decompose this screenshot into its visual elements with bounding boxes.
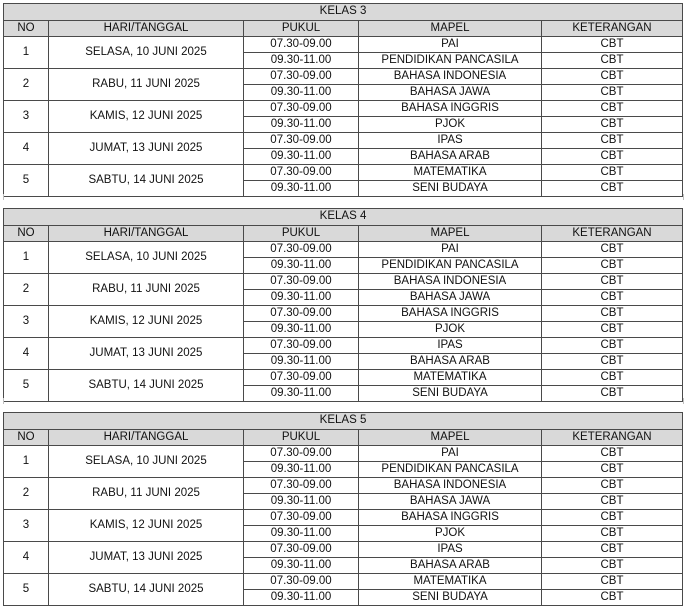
session-time: 09.30-11.00 bbox=[244, 462, 359, 478]
column-header-no: NO bbox=[4, 21, 49, 37]
day-date: KAMIS, 12 JUNI 2025 bbox=[49, 101, 244, 133]
session-subject: BAHASA INGGRIS bbox=[359, 510, 542, 526]
session-note: CBT bbox=[542, 386, 683, 402]
session-subject: MATEMATIKA bbox=[359, 165, 542, 181]
day-date: SELASA, 10 JUNI 2025 bbox=[49, 242, 244, 274]
table-row bbox=[4, 478, 683, 494]
session-note: CBT bbox=[542, 462, 683, 478]
table-row bbox=[4, 101, 683, 117]
session-note: CBT bbox=[542, 354, 683, 370]
session-note: CBT bbox=[542, 290, 683, 306]
session-subject: BAHASA ARAB bbox=[359, 149, 542, 165]
day-number: 4 bbox=[4, 338, 49, 370]
session-note: CBT bbox=[542, 149, 683, 165]
session-time: 07.30-09.00 bbox=[244, 574, 359, 590]
session-time: 09.30-11.00 bbox=[244, 85, 359, 101]
session-time: 09.30-11.00 bbox=[244, 354, 359, 370]
class-title: KELAS 3 bbox=[4, 4, 683, 21]
table-row bbox=[4, 542, 683, 558]
session-note: CBT bbox=[542, 274, 683, 290]
table-title-row bbox=[4, 413, 683, 430]
column-header-day: HARI/TANGGAL bbox=[49, 430, 244, 446]
table-row bbox=[4, 274, 683, 290]
day-date: SELASA, 10 JUNI 2025 bbox=[49, 37, 244, 69]
day-number: 3 bbox=[4, 101, 49, 133]
table-row bbox=[4, 242, 683, 258]
table-row bbox=[4, 133, 683, 149]
day-number: 5 bbox=[4, 574, 49, 606]
session-time: 09.30-11.00 bbox=[244, 494, 359, 510]
day-number: 3 bbox=[4, 510, 49, 542]
session-time: 09.30-11.00 bbox=[244, 386, 359, 402]
table-row bbox=[4, 446, 683, 462]
column-header-subject: MAPEL bbox=[359, 430, 542, 446]
session-note: CBT bbox=[542, 322, 683, 338]
session-time: 07.30-09.00 bbox=[244, 510, 359, 526]
column-header-note: KETERANGAN bbox=[542, 226, 683, 242]
class-title: KELAS 4 bbox=[4, 209, 683, 226]
session-note: CBT bbox=[542, 338, 683, 354]
session-subject: PAI bbox=[359, 242, 542, 258]
session-note: CBT bbox=[542, 165, 683, 181]
session-subject: BAHASA JAWA bbox=[359, 494, 542, 510]
session-subject: SENI BUDAYA bbox=[359, 590, 542, 606]
column-header-time: PUKUL bbox=[244, 226, 359, 242]
table-row bbox=[4, 37, 683, 53]
session-note: CBT bbox=[542, 590, 683, 606]
day-number: 2 bbox=[4, 274, 49, 306]
column-header-no: NO bbox=[4, 226, 49, 242]
session-time: 07.30-09.00 bbox=[244, 37, 359, 53]
day-date: RABU, 11 JUNI 2025 bbox=[49, 478, 244, 510]
schedule-table bbox=[3, 208, 683, 402]
table-row bbox=[4, 370, 683, 386]
session-subject: MATEMATIKA bbox=[359, 370, 542, 386]
session-note: CBT bbox=[542, 526, 683, 542]
session-time: 07.30-09.00 bbox=[244, 478, 359, 494]
session-subject: BAHASA INDONESIA bbox=[359, 478, 542, 494]
day-number: 1 bbox=[4, 242, 49, 274]
session-time: 07.30-09.00 bbox=[244, 165, 359, 181]
session-subject: BAHASA INGGRIS bbox=[359, 306, 542, 322]
column-header-note: KETERANGAN bbox=[542, 430, 683, 446]
session-note: CBT bbox=[542, 53, 683, 69]
table-row bbox=[4, 69, 683, 85]
table-spacer bbox=[3, 398, 684, 404]
day-number: 4 bbox=[4, 542, 49, 574]
session-time: 07.30-09.00 bbox=[244, 242, 359, 258]
session-subject: BAHASA ARAB bbox=[359, 354, 542, 370]
session-note: CBT bbox=[542, 69, 683, 85]
table-title-row bbox=[4, 4, 683, 21]
day-number: 1 bbox=[4, 37, 49, 69]
day-date: JUMAT, 13 JUNI 2025 bbox=[49, 542, 244, 574]
column-header-time: PUKUL bbox=[244, 430, 359, 446]
schedule-table bbox=[3, 3, 683, 197]
schedule-table bbox=[3, 412, 683, 606]
day-date: KAMIS, 12 JUNI 2025 bbox=[49, 510, 244, 542]
session-subject: IPAS bbox=[359, 133, 542, 149]
session-time: 07.30-09.00 bbox=[244, 338, 359, 354]
session-time: 09.30-11.00 bbox=[244, 526, 359, 542]
session-subject: BAHASA JAWA bbox=[359, 85, 542, 101]
session-time: 09.30-11.00 bbox=[244, 117, 359, 133]
day-number: 5 bbox=[4, 165, 49, 197]
column-header-subject: MAPEL bbox=[359, 226, 542, 242]
column-header-no: NO bbox=[4, 430, 49, 446]
session-note: CBT bbox=[542, 37, 683, 53]
class-title: KELAS 5 bbox=[4, 413, 683, 430]
day-date: SELASA, 10 JUNI 2025 bbox=[49, 446, 244, 478]
column-header-note: KETERANGAN bbox=[542, 21, 683, 37]
session-subject: BAHASA INGGRIS bbox=[359, 101, 542, 117]
session-subject: PJOK bbox=[359, 526, 542, 542]
session-time: 09.30-11.00 bbox=[244, 322, 359, 338]
session-subject: BAHASA INDONESIA bbox=[359, 69, 542, 85]
session-time: 09.30-11.00 bbox=[244, 258, 359, 274]
header-row bbox=[4, 21, 683, 37]
table-spacer bbox=[3, 194, 684, 200]
session-subject: PENDIDIKAN PANCASILA bbox=[359, 462, 542, 478]
session-subject: PAI bbox=[359, 446, 542, 462]
session-time: 09.30-11.00 bbox=[244, 149, 359, 165]
session-subject: PJOK bbox=[359, 322, 542, 338]
table-title-row bbox=[4, 209, 683, 226]
day-date: KAMIS, 12 JUNI 2025 bbox=[49, 306, 244, 338]
table-row bbox=[4, 510, 683, 526]
day-date: SABTU, 14 JUNI 2025 bbox=[49, 165, 244, 197]
session-subject: PJOK bbox=[359, 117, 542, 133]
session-note: CBT bbox=[542, 181, 683, 197]
session-subject: IPAS bbox=[359, 338, 542, 354]
day-number: 2 bbox=[4, 478, 49, 510]
table-row bbox=[4, 306, 683, 322]
day-number: 1 bbox=[4, 446, 49, 478]
session-note: CBT bbox=[542, 370, 683, 386]
session-note: CBT bbox=[542, 542, 683, 558]
day-date: SABTU, 14 JUNI 2025 bbox=[49, 574, 244, 606]
session-note: CBT bbox=[542, 574, 683, 590]
class-schedule-block bbox=[3, 208, 682, 402]
session-time: 09.30-11.00 bbox=[244, 290, 359, 306]
day-number: 2 bbox=[4, 69, 49, 101]
session-note: CBT bbox=[542, 101, 683, 117]
session-note: CBT bbox=[542, 85, 683, 101]
session-subject: BAHASA JAWA bbox=[359, 290, 542, 306]
session-time: 07.30-09.00 bbox=[244, 370, 359, 386]
header-row bbox=[4, 226, 683, 242]
session-note: CBT bbox=[542, 446, 683, 462]
session-note: CBT bbox=[542, 510, 683, 526]
day-date: RABU, 11 JUNI 2025 bbox=[49, 69, 244, 101]
column-header-day: HARI/TANGGAL bbox=[49, 21, 244, 37]
session-note: CBT bbox=[542, 242, 683, 258]
column-header-time: PUKUL bbox=[244, 21, 359, 37]
column-header-day: HARI/TANGGAL bbox=[49, 226, 244, 242]
session-note: CBT bbox=[542, 258, 683, 274]
session-time: 09.30-11.00 bbox=[244, 181, 359, 197]
session-time: 09.30-11.00 bbox=[244, 558, 359, 574]
session-note: CBT bbox=[542, 306, 683, 322]
session-subject: BAHASA INDONESIA bbox=[359, 274, 542, 290]
session-subject: MATEMATIKA bbox=[359, 574, 542, 590]
session-time: 09.30-11.00 bbox=[244, 590, 359, 606]
session-note: CBT bbox=[542, 558, 683, 574]
session-subject: PENDIDIKAN PANCASILA bbox=[359, 53, 542, 69]
day-number: 5 bbox=[4, 370, 49, 402]
day-date: SABTU, 14 JUNI 2025 bbox=[49, 370, 244, 402]
day-date: JUMAT, 13 JUNI 2025 bbox=[49, 133, 244, 165]
session-time: 07.30-09.00 bbox=[244, 101, 359, 117]
day-date: JUMAT, 13 JUNI 2025 bbox=[49, 338, 244, 370]
session-subject: IPAS bbox=[359, 542, 542, 558]
session-note: CBT bbox=[542, 117, 683, 133]
table-row bbox=[4, 574, 683, 590]
session-time: 07.30-09.00 bbox=[244, 69, 359, 85]
class-schedule-block bbox=[3, 3, 682, 197]
day-date: RABU, 11 JUNI 2025 bbox=[49, 274, 244, 306]
session-time: 07.30-09.00 bbox=[244, 446, 359, 462]
session-note: CBT bbox=[542, 478, 683, 494]
class-schedule-block bbox=[3, 412, 682, 606]
session-subject: BAHASA ARAB bbox=[359, 558, 542, 574]
session-time: 07.30-09.00 bbox=[244, 306, 359, 322]
session-subject: PENDIDIKAN PANCASILA bbox=[359, 258, 542, 274]
session-time: 07.30-09.00 bbox=[244, 274, 359, 290]
session-time: 07.30-09.00 bbox=[244, 542, 359, 558]
day-number: 3 bbox=[4, 306, 49, 338]
session-subject: PAI bbox=[359, 37, 542, 53]
table-row bbox=[4, 165, 683, 181]
header-row bbox=[4, 430, 683, 446]
table-row bbox=[4, 338, 683, 354]
session-time: 07.30-09.00 bbox=[244, 133, 359, 149]
session-note: CBT bbox=[542, 133, 683, 149]
session-note: CBT bbox=[542, 494, 683, 510]
session-subject: SENI BUDAYA bbox=[359, 181, 542, 197]
session-subject: SENI BUDAYA bbox=[359, 386, 542, 402]
session-time: 09.30-11.00 bbox=[244, 53, 359, 69]
column-header-subject: MAPEL bbox=[359, 21, 542, 37]
day-number: 4 bbox=[4, 133, 49, 165]
